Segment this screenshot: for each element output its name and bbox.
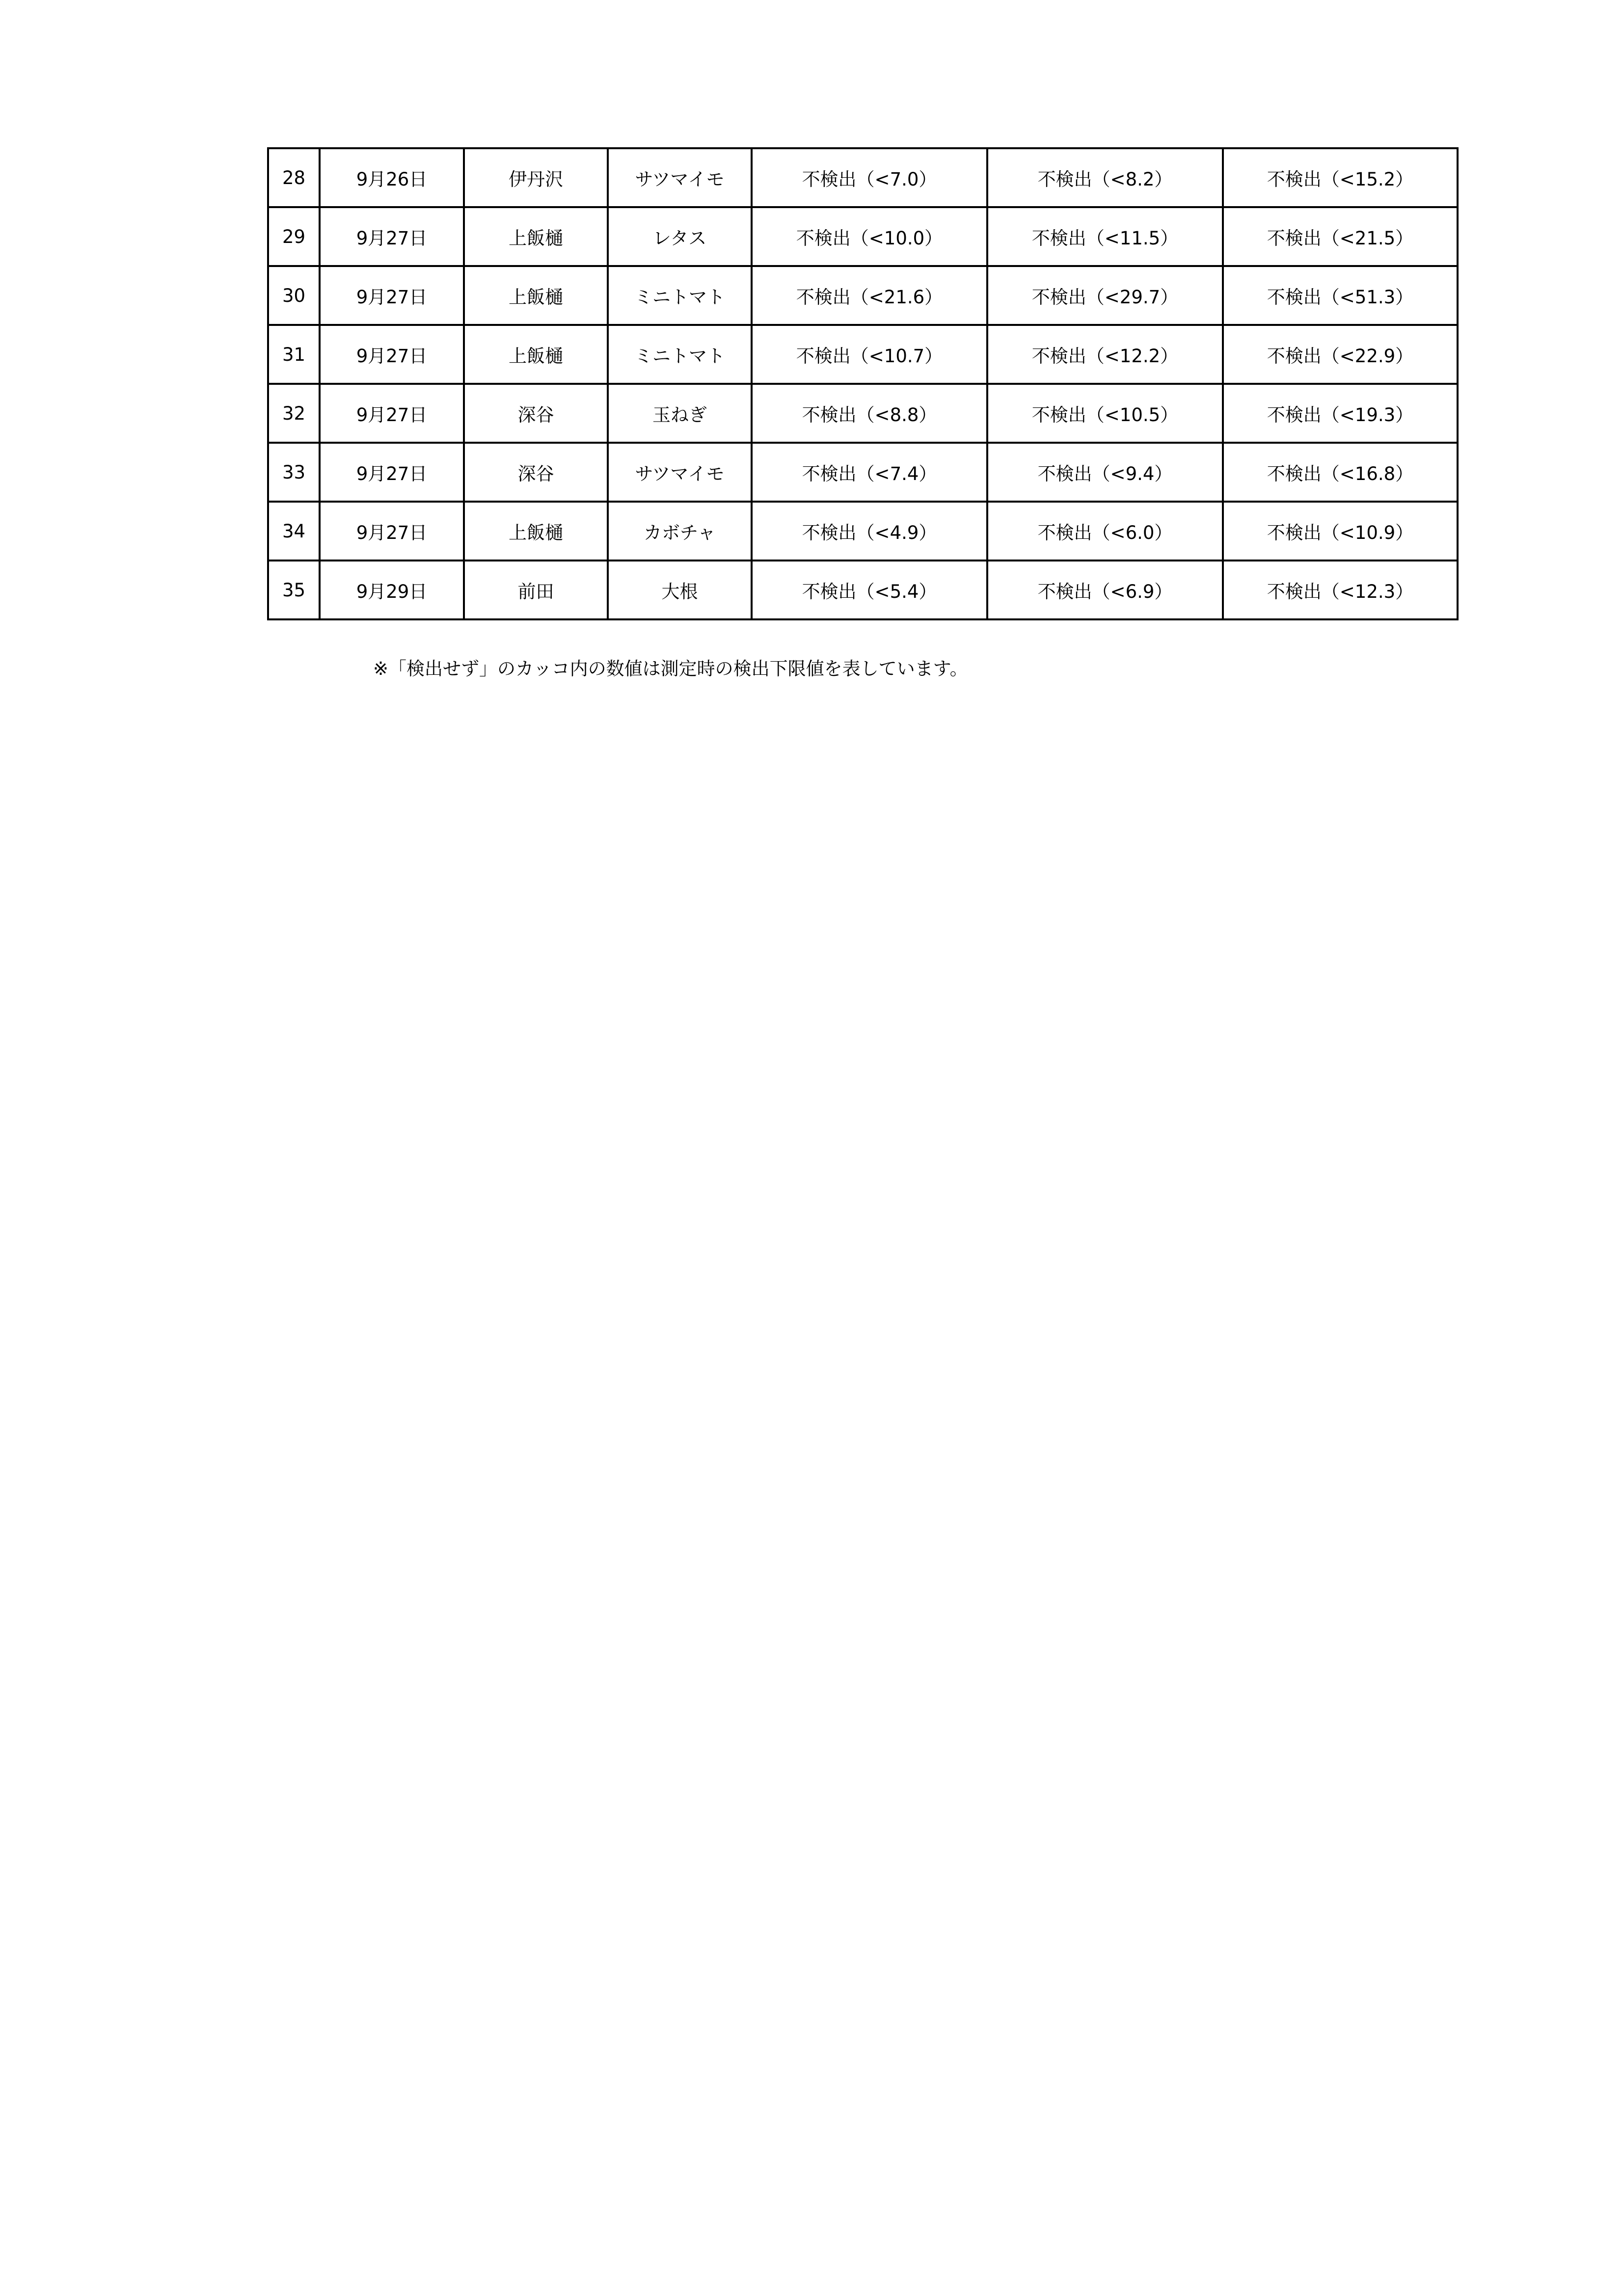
table-row — [268, 443, 1458, 502]
sample-location: 上飯樋 — [464, 502, 608, 561]
result-col2: 不検出（<8.2） — [987, 148, 1223, 207]
sample-location: 深谷 — [464, 443, 608, 502]
sample-item: サツマイモ — [608, 443, 752, 502]
result-col3: 不検出（<22.9） — [1223, 325, 1458, 384]
sample-item: 大根 — [608, 561, 752, 619]
table-row — [268, 502, 1458, 561]
sample-item: ミニトマト — [608, 325, 752, 384]
sample-date: 9月29日 — [320, 561, 464, 619]
sample-item: カボチャ — [608, 502, 752, 561]
sample-date: 9月27日 — [320, 443, 464, 502]
result-col2: 不検出（<6.0） — [987, 502, 1223, 561]
sample-location: 深谷 — [464, 384, 608, 443]
result-col3: 不検出（<10.9） — [1223, 502, 1458, 561]
result-col1: 不検出（<21.6） — [752, 266, 987, 325]
result-col3: 不検出（<21.5） — [1223, 207, 1458, 266]
result-col1: 不検出（<5.4） — [752, 561, 987, 619]
row-number: 32 — [268, 384, 320, 443]
result-col2: 不検出（<6.9） — [987, 561, 1223, 619]
results-table — [267, 147, 1459, 620]
table-row — [268, 148, 1458, 207]
table-row — [268, 561, 1458, 619]
result-col1: 不検出（<8.8） — [752, 384, 987, 443]
sample-date: 9月27日 — [320, 207, 464, 266]
row-number: 31 — [268, 325, 320, 384]
sample-date: 9月27日 — [320, 384, 464, 443]
sample-location: 前田 — [464, 561, 608, 619]
result-col2: 不検出（<10.5） — [987, 384, 1223, 443]
result-col1: 不検出（<7.0） — [752, 148, 987, 207]
row-number: 33 — [268, 443, 320, 502]
row-number: 35 — [268, 561, 320, 619]
table-row — [268, 266, 1458, 325]
result-col1: 不検出（<7.4） — [752, 443, 987, 502]
sample-date: 9月26日 — [320, 148, 464, 207]
footnote: ※「検出せず」のカッコ内の数値は測定時の検出下限値を表しています。 — [373, 658, 968, 679]
row-number: 34 — [268, 502, 320, 561]
result-col1: 不検出（<10.0） — [752, 207, 987, 266]
table-row — [268, 325, 1458, 384]
sample-date: 9月27日 — [320, 266, 464, 325]
row-number: 30 — [268, 266, 320, 325]
sample-location: 上飯樋 — [464, 325, 608, 384]
row-number: 29 — [268, 207, 320, 266]
result-col2: 不検出（<11.5） — [987, 207, 1223, 266]
sample-item: レタス — [608, 207, 752, 266]
result-col3: 不検出（<19.3） — [1223, 384, 1458, 443]
sample-date: 9月27日 — [320, 325, 464, 384]
result-col2: 不検出（<12.2） — [987, 325, 1223, 384]
row-number: 28 — [268, 148, 320, 207]
sample-location: 上飯樋 — [464, 266, 608, 325]
result-col3: 不検出（<12.3） — [1223, 561, 1458, 619]
sample-item: ミニトマト — [608, 266, 752, 325]
result-col1: 不検出（<4.9） — [752, 502, 987, 561]
sample-location: 伊丹沢 — [464, 148, 608, 207]
result-col3: 不検出（<16.8） — [1223, 443, 1458, 502]
sample-item: 玉ねぎ — [608, 384, 752, 443]
result-col2: 不検出（<9.4） — [987, 443, 1223, 502]
sample-item: サツマイモ — [608, 148, 752, 207]
sample-location: 上飯樋 — [464, 207, 608, 266]
sample-date: 9月27日 — [320, 502, 464, 561]
result-col2: 不検出（<29.7） — [987, 266, 1223, 325]
table-row — [268, 384, 1458, 443]
table-row — [268, 207, 1458, 266]
result-col3: 不検出（<15.2） — [1223, 148, 1458, 207]
result-col3: 不検出（<51.3） — [1223, 266, 1458, 325]
result-col1: 不検出（<10.7） — [752, 325, 987, 384]
